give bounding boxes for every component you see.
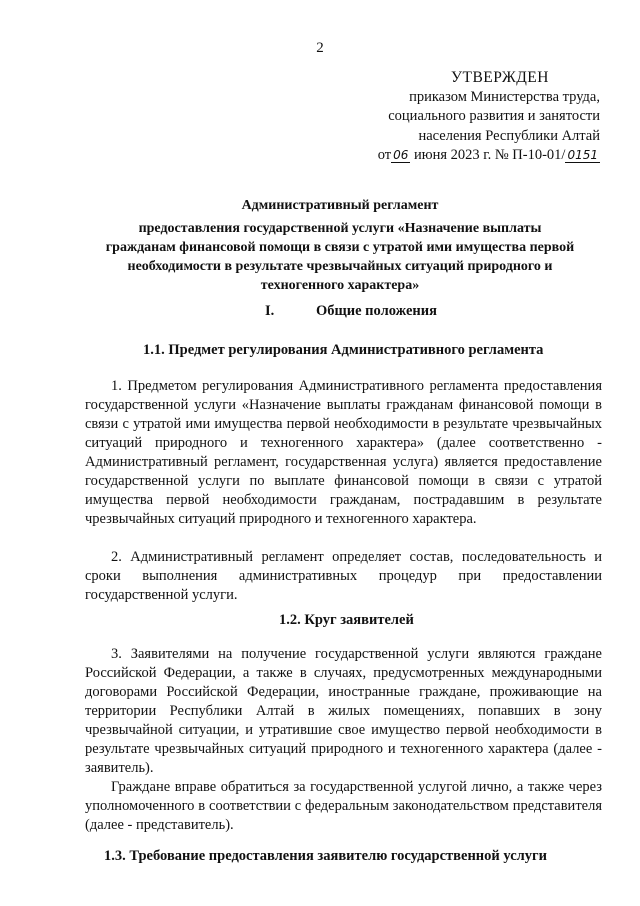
date-rest: июня 2023 г. № П-10-01/ [414,147,566,163]
paragraph-1: 1. Предметом регулирования Административного регламента предоставления государственной услуги «Назначение выплаты гражданам финансовой помощи в связи с утратой ими имущества первой необходимости в результате чрезвычайных ситуаций природного и техногенного характера» (далее соответственно - Административный регламент, государственная услуга) является предоставление государственной услуги по выплате финансовой помощи в связи с утратой имущества первой необходимости гражданам, пострадавшим в результате чрезвычайных ситуаций природного и техногенного характера. [85,378,602,527]
section-title: Общие положения [316,303,437,319]
approval-stamp [340,68,610,166]
subsection-heading-1-2: 1.2. Круг заявителей [279,612,414,628]
approval-line-2: социального развития и занятости [388,108,600,124]
handwritten-order-number: 0151 [567,148,598,162]
title-line-5: техногенного характера» [260,278,420,293]
handwritten-day: 06 [393,148,409,162]
date-prefix: от [377,147,392,163]
paragraph-4: Граждане вправе обратиться за государственной услугой лично, а также через уполномоченного в соответствии с федеральным законодательством представителя (далее - представитель). [85,779,602,833]
approval-date-line [340,146,610,166]
paragraph-2: 2. Административный регламент определяет состав, последовательность и сроки выполнения административных процедур при предоставлении государственной услуги. [85,549,602,603]
title-line-1: Административный регламент [241,198,439,213]
subsection-heading-1-1: 1.1. Предмет регулирования Административного регламента [143,342,544,358]
title-line-2: предоставления государственной услуги «Назначение выплаты [138,221,542,236]
approval-line-3: населения Республики Алтай [418,127,600,144]
title-line-4: необходимости в результате чрезвычайных ситуаций природного и [127,259,553,274]
approval-line-1: приказом Министерства труда, [409,88,600,105]
title-line-3: гражданам финансовой помощи в связи с утратой ими имущества первой [105,240,575,255]
approval-title: УТВЕРЖДЕН [451,69,549,86]
section-number: I. [265,303,275,319]
document-title [80,196,600,295]
subsection-heading-1-3: 1.3. Требование предоставления заявителю государственной услуги [104,848,547,864]
page-number: 2 [316,40,324,56]
paragraph-3: 3. Заявителями на получение государственной услуги являются граждане Российской Федерации, а также в случаях, предусмотренных международными договорами Российской Федерации, иностранные граждане, проживающие на территории Республики Алтай в жилых помещениях, попавших в зону чрезвычайной ситуации, и утратившие свое имущество первой необходимости в результате чрезвычайных ситуаций природного и техногенного характера (далее - заявитель). [85,646,602,776]
